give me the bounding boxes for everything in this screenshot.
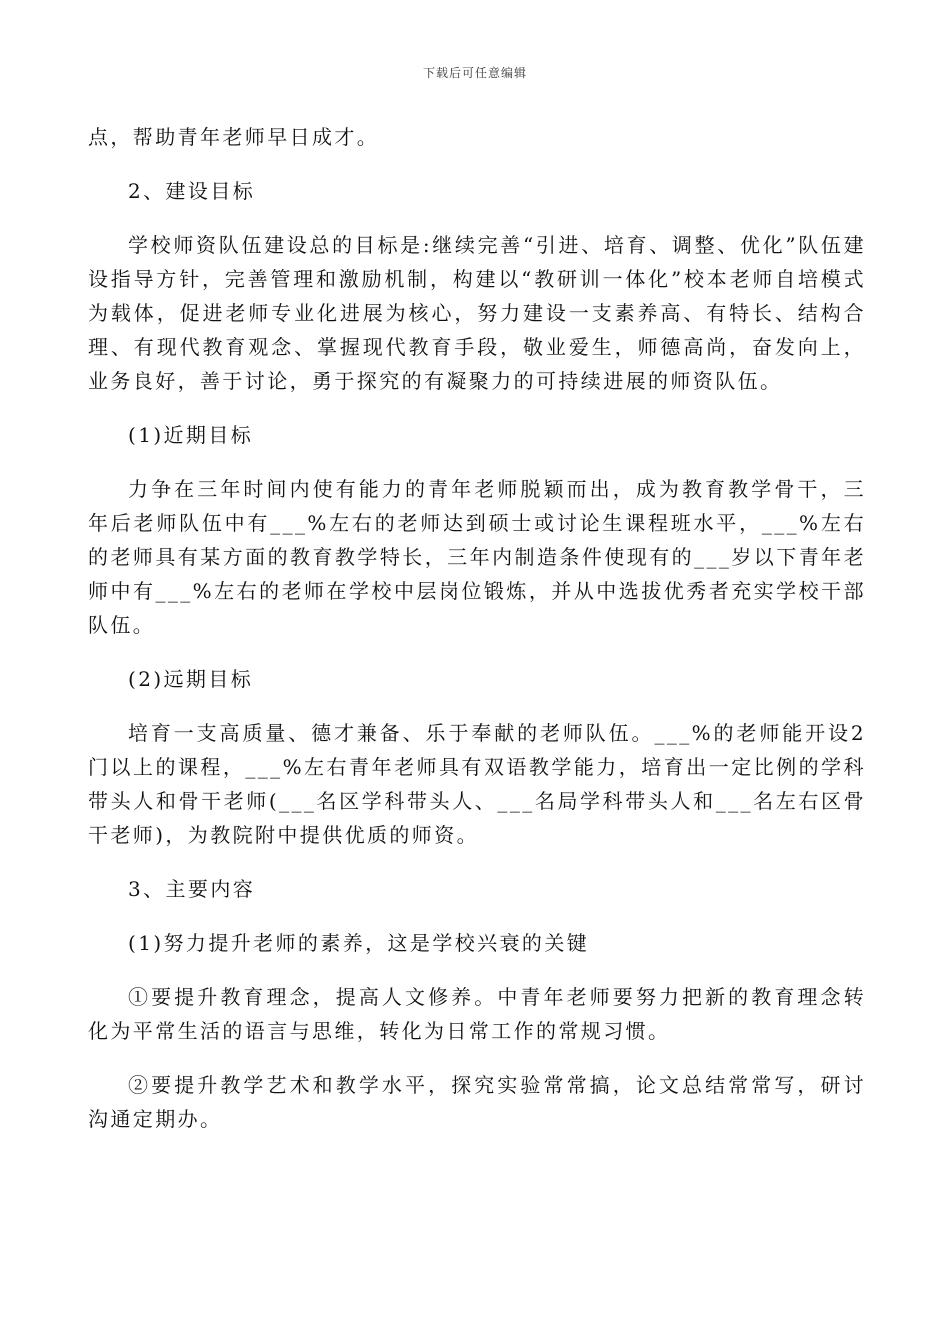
section-heading-goals: 2、建设目标	[128, 179, 256, 203]
list-item-1: ①要提升教育理念，提高人文修养。中青年老师要努力把新的教育理念转化为平常生活的语言与思维，转化为日常工作的常规习惯。	[88, 985, 866, 1043]
paragraph-overall-goal: 学校师资队伍建设总的目标是:继续完善“引进、培育、调整、优化”队伍建设指导方针，完善管理和激励机制，构建以“教研训一体化”校本老师自培模式为载体，促进老师专业化进展为核心，努力建设一支素养高、有特长、结构合理、有现代教育观念、掌握现代教育手段，敬业爱生，师德高尚，奋发向上，业务良好，善于讨论，勇于探究的有凝聚力的可持续进展的师资队伍。	[88, 233, 866, 393]
subheading-long-term: (2)远期目标	[128, 667, 254, 691]
subheading-teacher-quality: (1)努力提升老师的素养，这是学校兴衰的关键	[128, 931, 590, 955]
section-heading-content: 3、主要内容	[128, 877, 256, 901]
paragraph-continuation: 点，帮助青年老师早日成才。	[88, 125, 380, 149]
paragraph-short-term: 力争在三年时间内使有能力的青年老师脱颖而出，成为教育教学骨干，三年后老师队伍中有___%左右的老师达到硕士或讨论生课程班水平，___%左右的老师具有某方面的教育教学特长，三年内制造条件使现有的___岁以下青年老师中有___%左右的老师在学校中层岗位锻炼，并从中选拔优秀者充实学校干部队伍。	[88, 477, 866, 637]
paragraph-long-term: 培育一支高质量、德才兼备、乐于奉献的老师队伍。___%的老师能开设2门以上的课程，___%左右青年老师具有双语教学能力，培育出一定比例的学科带头人和骨干老师(___名区学科带头人、___名局学科带头人和___名左右区骨干老师)，为教院附中提供优质的师资。	[88, 721, 866, 847]
list-item-2: ②要提升教学艺术和教学水平，探究实验常常搞，论文总结常常写，研讨沟通定期办。	[88, 1073, 866, 1131]
page-header: 下载后可任意编辑	[422, 66, 527, 80]
subheading-short-term: (1)近期目标	[128, 423, 254, 447]
document-body	[88, 120, 866, 1136]
